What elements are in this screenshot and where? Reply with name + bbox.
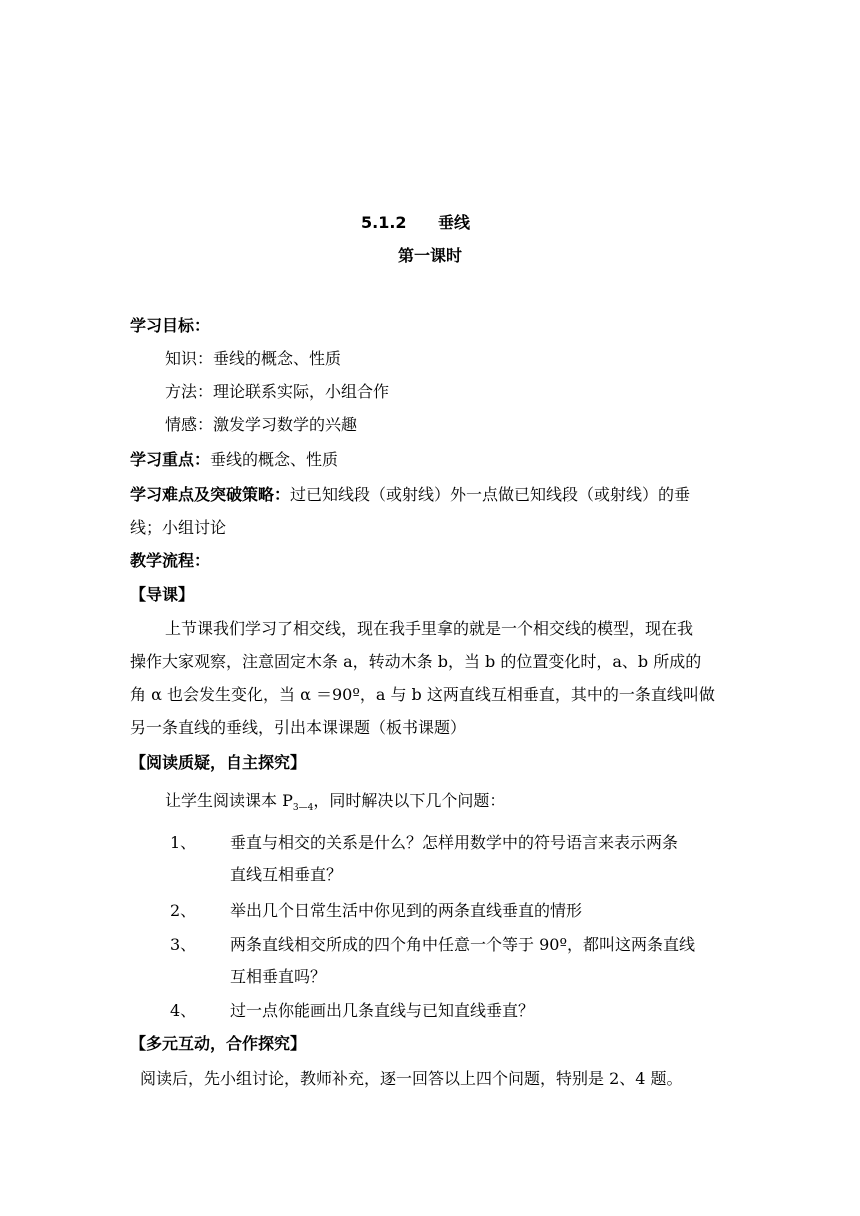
question-1-number: 1、 bbox=[170, 833, 197, 852]
reading-lead-before: 让学生阅读课本 P bbox=[165, 791, 293, 810]
objective-emotion: 情感：激发学习数学的兴趣 bbox=[165, 415, 358, 434]
question-3-line-2: 互相垂直吗？ bbox=[230, 967, 327, 986]
reading-lead-after: ，同时解决以下几个问题： bbox=[313, 791, 506, 810]
intro-heading: 【导课】 bbox=[130, 585, 195, 604]
objective-method: 方法：理论联系实际，小组合作 bbox=[165, 382, 390, 401]
flow-heading: 教学流程： bbox=[130, 551, 211, 570]
question-4-line-1: 过一点你能画出几条直线与已知直线垂直？ bbox=[230, 1001, 535, 1020]
intro-line-1: 上节课我们学习了相交线，现在我手里拿的就是一个相交线的模型，现在我 bbox=[165, 619, 694, 638]
reading-lead-pages: 3—4 bbox=[292, 803, 314, 813]
question-1-line-1: 垂直与相交的关系是什么？怎样用数学中的符号语言来表示两条 bbox=[230, 833, 679, 852]
question-4-number: 4、 bbox=[170, 1001, 197, 1020]
question-3-number: 3、 bbox=[170, 935, 197, 954]
intro-line-2: 操作大家观察，注意固定木条 a，转动木条 b，当 b 的位置变化时，a、b 所成的 bbox=[130, 652, 702, 671]
interaction-text: 阅读后，先小组讨论，教师补充，逐一回答以上四个问题，特别是 2、4 题。 bbox=[140, 1069, 683, 1088]
objective-knowledge: 知识：垂线的概念、性质 bbox=[165, 349, 342, 368]
difficulties-label: 学习难点及突破策略： bbox=[130, 485, 291, 504]
question-1-line-2: 直线互相垂直？ bbox=[230, 865, 343, 884]
objectives-heading: 学习目标： bbox=[130, 316, 211, 335]
key-points-label: 学习重点： bbox=[130, 450, 211, 469]
difficulties bbox=[130, 484, 690, 506]
key-points-text: 垂线的概念、性质 bbox=[210, 450, 339, 469]
question-2-number: 2、 bbox=[170, 901, 197, 920]
interaction-heading: 【多元互动，合作探究】 bbox=[130, 1034, 307, 1053]
intro-line-4: 另一条直线的垂线，引出本课课题（板书课题） bbox=[130, 718, 467, 737]
reading-heading: 【阅读质疑，自主探究】 bbox=[130, 753, 307, 772]
difficulties-text-2: 线；小组讨论 bbox=[130, 518, 227, 537]
question-3-line-1: 两条直线相交所成的四个角中任意一个等于 90º，都叫这两条直线 bbox=[230, 935, 695, 954]
difficulties-text-1: 过已知线段（或射线）外一点做已知线段（或射线）的垂 bbox=[290, 485, 691, 504]
key-points bbox=[130, 449, 338, 471]
intro-line-3: 角 α 也会发生变化，当 α ＝90º，a 与 b 这两直线互相垂直，其中的一条直线叫做 bbox=[130, 685, 715, 704]
section-title: 垂线 bbox=[438, 213, 471, 232]
section-number: 5.1.2 bbox=[361, 213, 407, 232]
lesson-subtitle: 第一课时 bbox=[398, 246, 463, 265]
question-2-line-1: 举出几个日常生活中你见到的两条直线垂直的情形 bbox=[230, 901, 583, 920]
reading-lead bbox=[165, 790, 505, 819]
